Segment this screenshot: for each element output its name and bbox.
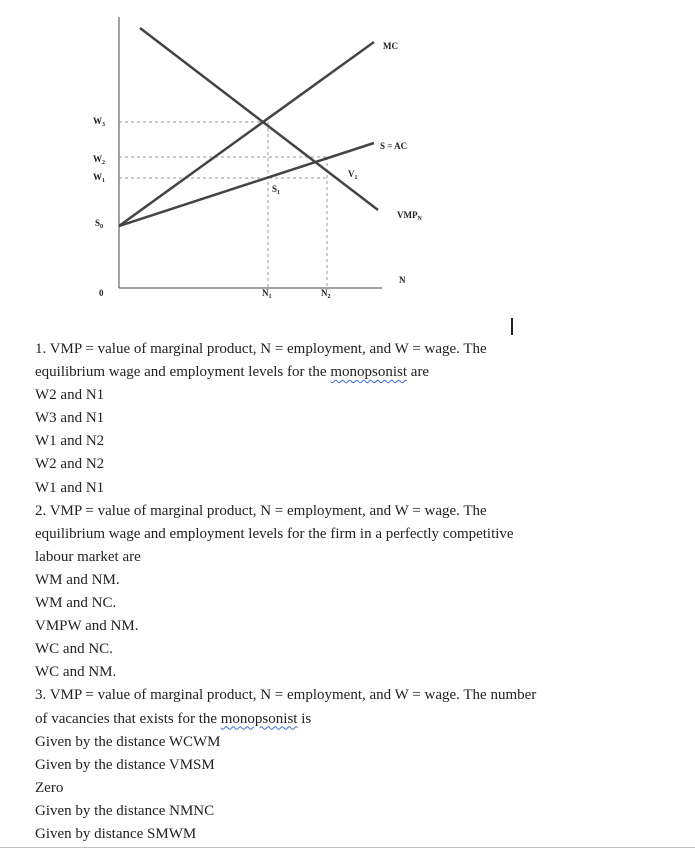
page-bottom-border xyxy=(0,847,695,848)
question-2 xyxy=(35,500,675,685)
label-w3: $W_3$ xyxy=(93,116,105,128)
question-2-option-3[interactable]: VMPW and NM. xyxy=(35,618,139,635)
mc-curve xyxy=(119,42,374,226)
label-n1: $N_1$ xyxy=(262,288,272,300)
question-3-option-3[interactable]: Zero xyxy=(35,779,64,796)
question-2-option-2[interactable]: WM and NC. xyxy=(35,595,117,612)
spellcheck-word[interactable]: monopsonist xyxy=(330,364,408,381)
label-origin: 0 xyxy=(99,288,104,298)
question-1-option-1[interactable]: W2 and N1 xyxy=(35,387,105,404)
monopsony-diagram xyxy=(0,0,695,320)
supply-ac-curve xyxy=(119,143,374,226)
label-s-ac: S = AC xyxy=(380,141,408,151)
text-cursor xyxy=(511,318,513,335)
question-1-option-4[interactable]: W2 and N2 xyxy=(35,456,105,473)
spellcheck-word[interactable]: monopsonist xyxy=(220,710,298,727)
question-1-line-2: equilibrium wage and employment levels for the monopsonist are xyxy=(35,364,430,381)
question-3-option-2[interactable]: Given by the distance VMSM xyxy=(35,756,215,773)
question-1-line-1: 1. VMP = value of marginal product, N = employment, and W = wage. The xyxy=(35,341,487,357)
label-w1: $W_1$ xyxy=(93,172,105,184)
question-3-option-4[interactable]: Given by the distance NMNC xyxy=(35,802,215,819)
label-s1: $S_1$ xyxy=(272,184,281,196)
question-2-line-2: equilibrium wage and employment levels for the firm in a perfectly competitive xyxy=(35,525,514,542)
label-v1: $V_1$ xyxy=(348,169,358,181)
question-2-option-5[interactable]: WC and NM. xyxy=(35,664,117,681)
question-3-option-1[interactable]: Given by the distance WCWM xyxy=(35,733,221,750)
question-1-option-5[interactable]: W1 and N1 xyxy=(35,479,105,496)
question-2-option-1[interactable]: WM and NM. xyxy=(35,571,120,588)
label-vmp: $VMP_N$ xyxy=(397,210,422,222)
label-n2: $N_2$ xyxy=(321,288,331,300)
label-n-axis: N xyxy=(399,275,406,285)
question-1 xyxy=(35,338,675,500)
vmp-curve xyxy=(140,28,378,210)
question-1-option-3[interactable]: W1 and N2 xyxy=(35,433,105,450)
label-mc: MC xyxy=(383,41,398,51)
question-3-line-2: of vacancies that exists for the monopsonist is xyxy=(35,710,312,727)
question-3-line-1: 3. VMP = value of marginal product, N = employment, and W = wage. The number xyxy=(35,687,537,704)
label-w2: $W_2$ xyxy=(93,154,105,166)
question-2-line-3: labour market are xyxy=(35,548,141,565)
question-3 xyxy=(35,684,675,846)
question-1-option-2[interactable]: W3 and N1 xyxy=(35,410,105,427)
question-2-line-1: 2. VMP = value of marginal product, N = employment, and W = wage. The xyxy=(35,502,487,519)
question-2-option-4[interactable]: WC and NC. xyxy=(35,641,113,658)
question-3-option-5[interactable]: Given by distance SMWM xyxy=(35,825,197,842)
question-list xyxy=(35,338,675,846)
label-s0: $S_0$ xyxy=(95,218,104,230)
